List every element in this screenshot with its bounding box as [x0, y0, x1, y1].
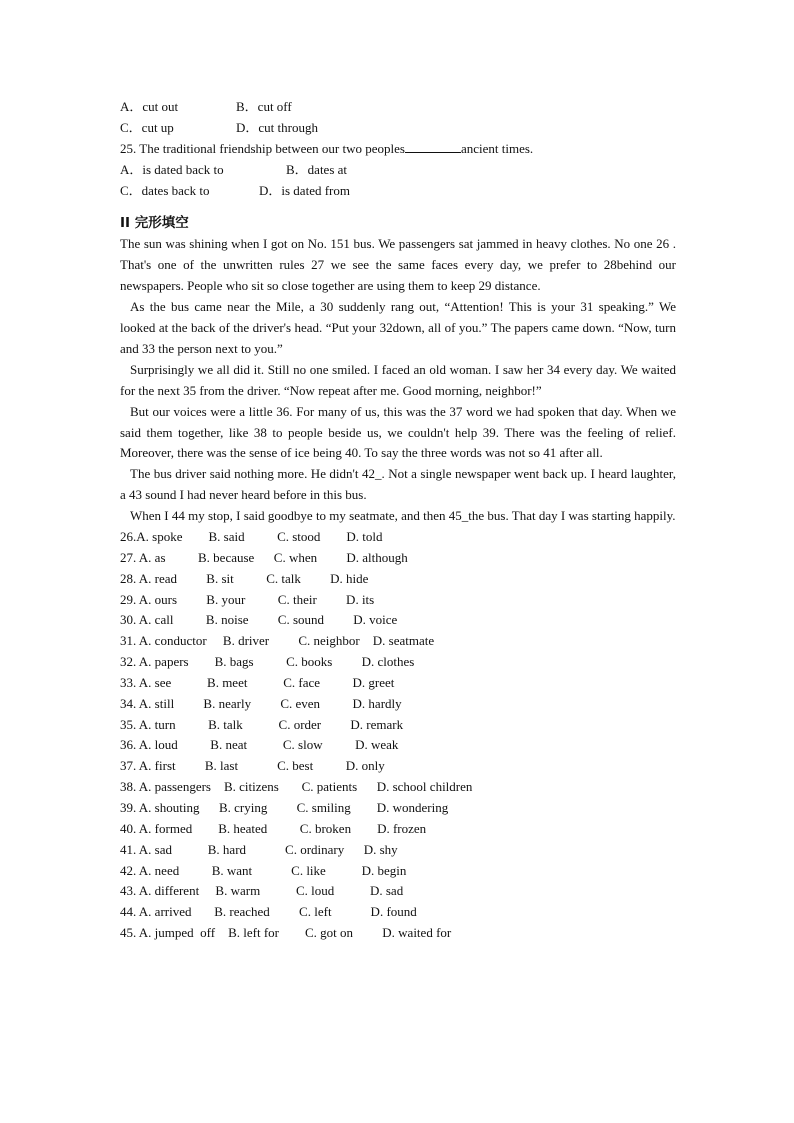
question-25-options-row-1	[120, 160, 676, 181]
choice-row-45: 45. A. jumped off B. left for C. got on D. waited for	[120, 925, 452, 941]
choice-row-42: 42. A. need B. want C. like D. begin	[120, 862, 407, 878]
option-c: C．cut up	[120, 119, 174, 135]
choice-row-27: 27. A. as B. because C. when D. although	[120, 549, 408, 565]
choice-row-41: 41. A. sad B. hard C. ordinary D. shy	[120, 841, 398, 857]
choice-row-28: 28. A. read B. sit C. talk D. hide	[120, 570, 369, 586]
question-25-stem	[120, 139, 676, 160]
passage-paragraph-4: But our voices were a little 36. For many of us, this was the 37 word we had spoken that day. When we said them together, like 38 to people beside us, we couldn't help 39. There was the feeling of relief. Moreover, there was the sense of ice being 40. To say the three words was not so 41 after all.	[120, 403, 676, 461]
choice-row-31: 31. A. conductor B. driver C. neighbor D. seatmate	[120, 633, 435, 649]
option-d: D．is dated from	[259, 182, 350, 198]
question-25-stem-after: ancient times.	[460, 140, 534, 156]
option-c: C．dates back to	[120, 182, 210, 198]
prev-question-options-row-1	[120, 97, 676, 118]
choice-row-38: 38. A. passengers B. citizens C. patients D. school children	[120, 779, 473, 795]
option-b: B．cut off	[236, 99, 292, 114]
passage-paragraph-2: As the bus came near the Mile, a 30 suddenly rang out, “Attention! This is your 31 speaking.” We looked at the back of the driver's head. “Put your 32down, all of you.” The papers came down. “Now, turn and 33 the person next to you.”	[120, 299, 676, 356]
answer-blank	[405, 140, 461, 153]
question-25-options-row-2	[120, 181, 676, 202]
choice-row-34: 34. A. still B. nearly C. even D. hardly	[120, 695, 402, 711]
document-page	[120, 97, 676, 944]
choice-row-43: 43. A. different B. warm C. loud D. sad	[120, 883, 404, 899]
question-25-stem-before: 25. The traditional friendship between our two peoples	[120, 140, 405, 156]
choice-row-37: 37. A. first B. last C. best D. only	[120, 758, 385, 774]
choices-list	[120, 527, 676, 944]
choice-row-35: 35. A. turn B. talk C. order D. remark	[120, 716, 404, 732]
passage-paragraph-1: The sun was shining when I got on No. 151 bus. We passengers sat jammed in heavy clothes. No one 26 . That's one of the unwritten rules 27 we see the same faces every day, we prefer to 28behind our newspapers. People who sit so close together are using them to keep 29 distance.	[120, 236, 676, 294]
option-a: A．cut out	[120, 99, 179, 114]
option-a: A．is dated back to	[120, 161, 224, 177]
choice-row-44: 44. A. arrived B. reached C. left D. found	[120, 904, 417, 920]
choice-row-36: 36. A. loud B. neat C. slow D. weak	[120, 737, 399, 753]
option-d: D．cut through	[236, 119, 318, 135]
choice-row-32: 32. A. papers B. bags C. books D. clothes	[120, 654, 415, 670]
option-b: B．dates at	[286, 161, 348, 177]
passage-paragraph-5: The bus driver said nothing more. He didn't 42_. Not a single newspaper went back up. I heard laughter, a 43 sound I had never heard before in this bus.	[120, 466, 676, 503]
choice-row-30: 30. A. call B. noise C. sound D. voice	[120, 612, 398, 628]
choice-row-33: 33. A. see B. meet C. face D. greet	[120, 674, 395, 690]
choice-row-29: 29. A. ours B. your C. their D. its	[120, 591, 375, 607]
passage-paragraph-6: When I 44 my stop, I said goodbye to my seatmate, and then 45_the bus. That day I was starting happily.	[130, 508, 676, 524]
choice-row-26: 26.A. spoke B. said C. stood D. told	[120, 529, 383, 545]
choice-row-40: 40. A. formed B. heated C. broken D. frozen	[120, 820, 427, 836]
prev-question-options-row-2	[120, 118, 676, 139]
choice-row-39: 39. A. shouting B. crying C. smiling D. wondering	[120, 800, 449, 815]
section-title: II 完形填空	[120, 215, 189, 232]
passage-paragraph-3: Surprisingly we all did it. Still no one smiled. I faced an old woman. I saw her 34 every day. We waited for the next 35 from the driver. “Now repeat after me. Good morning, neighbor!”	[120, 361, 676, 398]
